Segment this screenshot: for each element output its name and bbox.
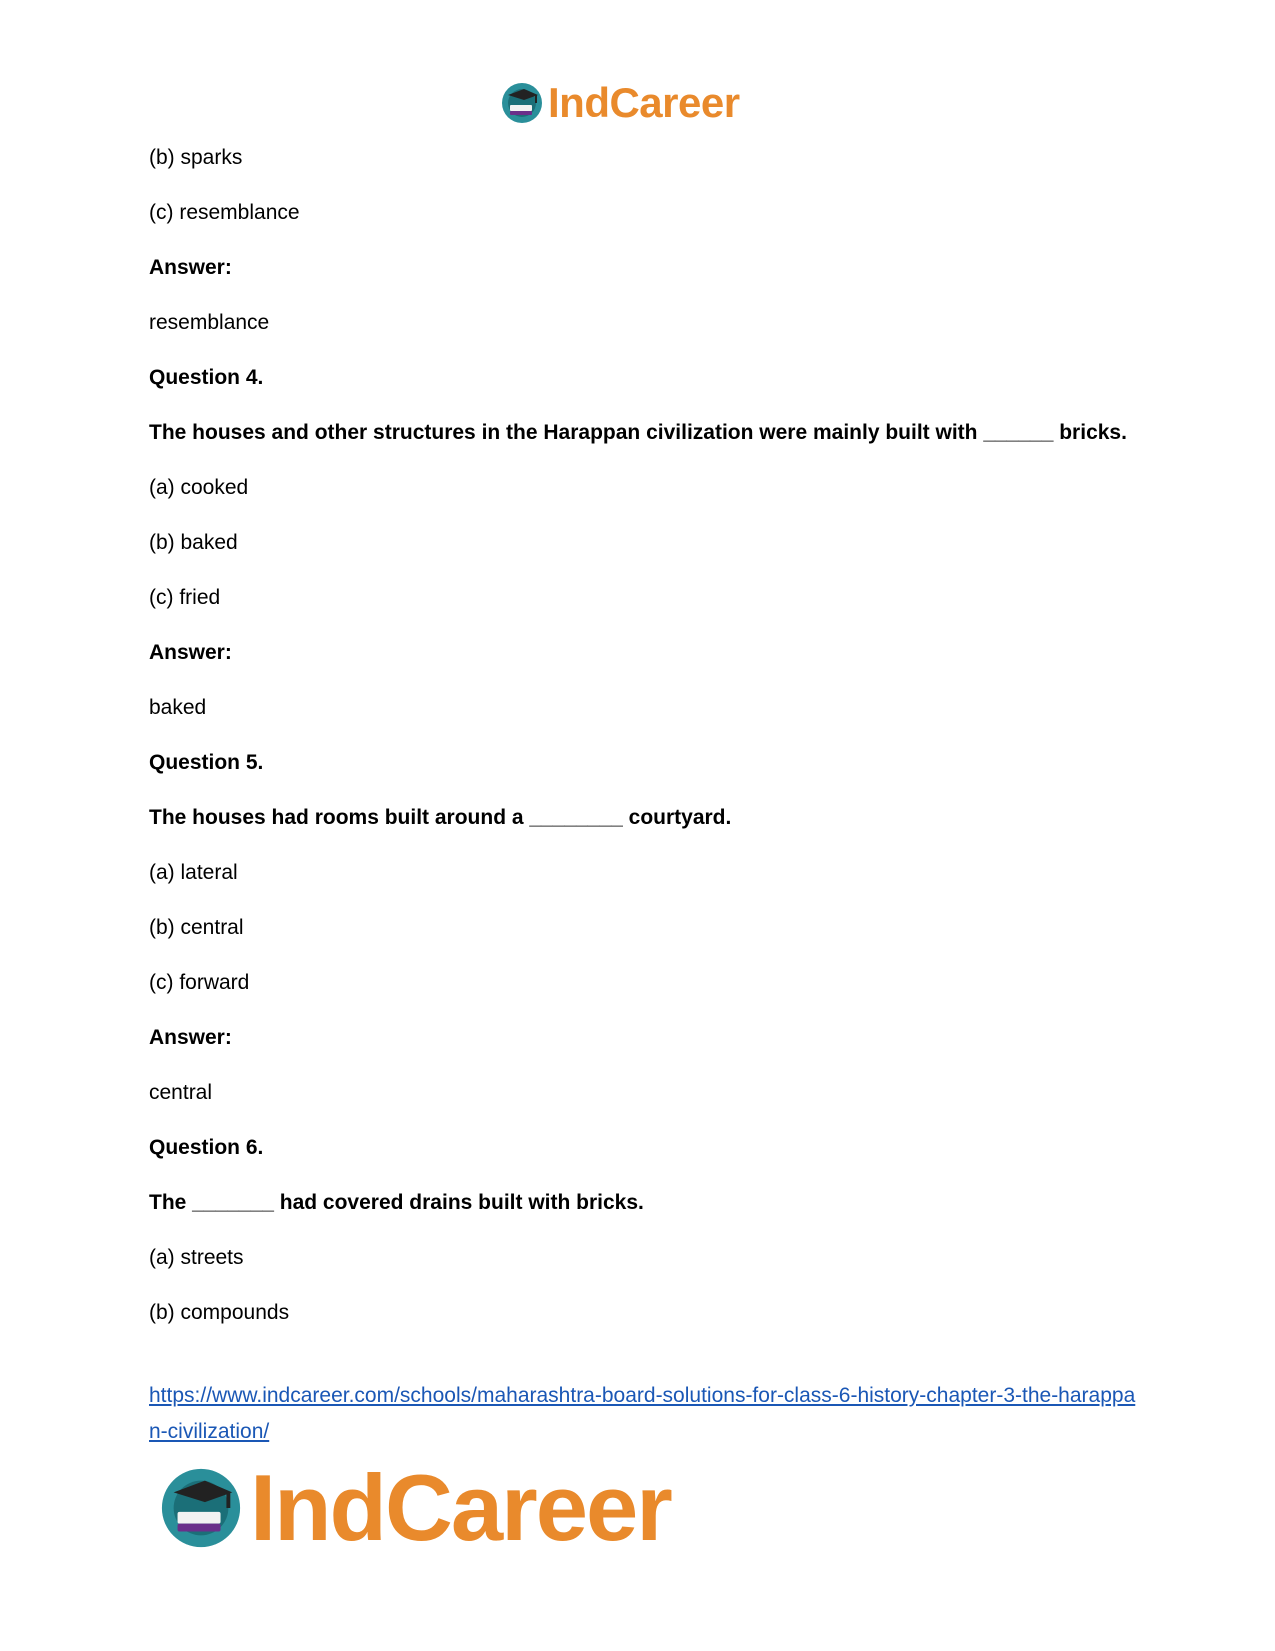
bold-text-line: The houses had rooms built around a ________ courtyard.	[149, 806, 732, 829]
text-line: (b) sparks	[149, 146, 243, 169]
bold-text-line: Answer:	[149, 256, 232, 279]
source-link[interactable]: https://www.indcareer.com/schools/maharashtra-board-solutions-for-class-6-history-chapter-3-the-harappan-civilization/	[149, 1384, 1136, 1443]
bold-text-line: Answer:	[149, 641, 232, 664]
text-line: central	[149, 1081, 213, 1104]
text-line: (c) fried	[149, 586, 221, 609]
bold-text-line: Question 6.	[149, 1136, 264, 1159]
bold-text-line: Answer:	[149, 1026, 232, 1049]
text-line: (b) central	[149, 916, 244, 939]
document-body	[149, 143, 1129, 1353]
text-line: (b) compounds	[149, 1301, 290, 1324]
logo-text: IndCareer	[548, 79, 740, 126]
logo-text: IndCareer	[250, 1455, 671, 1560]
bold-text-line: Question 5.	[149, 751, 264, 774]
text-line: (a) cooked	[149, 476, 249, 499]
bold-text-line: The _______ had covered drains built with bricks.	[149, 1191, 644, 1214]
text-line: (a) lateral	[149, 861, 238, 884]
text-line: resemblance	[149, 311, 270, 334]
text-line: (c) forward	[149, 971, 250, 994]
text-line: (c) resemblance	[149, 201, 300, 224]
text-line: (a) streets	[149, 1246, 244, 1269]
footer-logo	[158, 1455, 718, 1560]
bold-text-line: Question 4.	[149, 366, 264, 389]
text-line: baked	[149, 696, 207, 719]
graduation-book-icon	[500, 81, 544, 125]
graduation-book-icon	[158, 1465, 244, 1551]
bold-text-line: The houses and other structures in the Harappan civilization were mainly built with ______ bricks.	[149, 421, 1127, 444]
header-logo	[500, 78, 790, 128]
text-line: (b) baked	[149, 531, 238, 554]
